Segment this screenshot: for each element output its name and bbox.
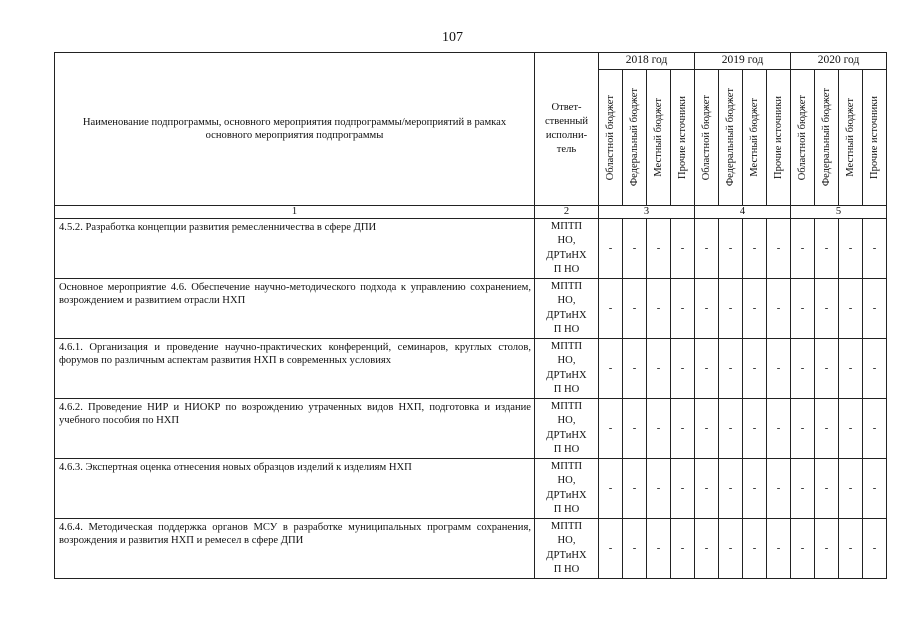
budget-value-cell: - [671, 519, 695, 579]
budget-value-cell: - [647, 459, 671, 519]
subcol-label: Областной бюджет [796, 94, 808, 181]
responsible-line: П НО [553, 563, 580, 575]
budget-value-cell: - [599, 519, 623, 579]
budget-value-cell: - [743, 279, 767, 339]
budget-value-cell: - [647, 279, 671, 339]
program-table [54, 52, 887, 579]
responsible-line: ДРТиНХ [546, 309, 587, 321]
budget-value-cell: - [839, 399, 863, 459]
budget-value-cell: - [719, 339, 743, 399]
header-resp-line: тель [556, 144, 577, 155]
budget-value-cell: - [815, 519, 839, 579]
header-subcol [647, 70, 671, 206]
budget-value-cell: - [839, 519, 863, 579]
subcol-label: Прочие источники [676, 96, 688, 179]
page-number: 107 [442, 30, 463, 45]
budget-value-cell: - [863, 459, 887, 519]
header-year-2019: 2019 год [695, 53, 791, 70]
budget-value-cell: - [719, 459, 743, 519]
budget-value-cell: - [743, 399, 767, 459]
responsible-executor [535, 399, 599, 459]
activity-name: 4.6.2. Проведение НИР и НИОКР по возрождению утраченных видов НХП, подготовка и издание учебного пособия по НХП [55, 399, 535, 459]
activity-name: 4.6.3. Экспертная оценка отнесения новых образцов изделий к изделиям НХП [55, 459, 535, 519]
responsible-line: МПТП [550, 461, 583, 473]
table-row [55, 279, 887, 339]
responsible-line: МПТП [550, 341, 583, 353]
table-row [55, 399, 887, 459]
budget-value-cell: - [815, 219, 839, 279]
header-year-2018: 2018 год [599, 53, 695, 70]
subcol-label: Областной бюджет [604, 94, 616, 181]
header-subcol [599, 70, 623, 206]
budget-value-cell: - [767, 279, 791, 339]
budget-value-cell: - [791, 399, 815, 459]
responsible-line: НО, [557, 415, 576, 427]
budget-value-cell: - [767, 219, 791, 279]
budget-value-cell: - [791, 279, 815, 339]
responsible-line: П НО [553, 443, 580, 455]
responsible-executor [535, 459, 599, 519]
budget-value-cell: - [791, 219, 815, 279]
responsible-line: П НО [553, 323, 580, 335]
budget-value-cell: - [623, 219, 647, 279]
activity-name: 4.6.1. Организация и проведение научно-практических конференций, семинаров, круглых столов, форумов по различным аспектам развития НХП в современных условиях [55, 339, 535, 399]
subcol-label: Местный бюджет [844, 98, 856, 177]
activity-name: Основное мероприятие 4.6. Обеспечение научно-методического подхода к управлению сохранением, возрождением и развитием отрасли НХП [55, 279, 535, 339]
budget-value-cell: - [767, 399, 791, 459]
header-subcol [815, 70, 839, 206]
responsible-executor [535, 339, 599, 399]
budget-value-cell: - [815, 459, 839, 519]
budget-value-cell: - [743, 339, 767, 399]
subcol-label: Прочие источники [868, 96, 880, 179]
responsible-executor [535, 219, 599, 279]
responsible-executor [535, 279, 599, 339]
budget-value-cell: - [647, 399, 671, 459]
col-number: 1 [55, 206, 535, 219]
header-subcol [863, 70, 887, 206]
budget-value-cell: - [767, 519, 791, 579]
header-subcol [767, 70, 791, 206]
budget-value-cell: - [863, 279, 887, 339]
subcol-label: Местный бюджет [652, 98, 664, 177]
budget-value-cell: - [695, 519, 719, 579]
responsible-line: П НО [553, 383, 580, 395]
header-subcol [719, 70, 743, 206]
activity-name: 4.6.4. Методическая поддержка органов МСУ в разработке муниципальных программ сохранения, возрождения и развития НХП и ремесел в сфере ДПИ [55, 519, 535, 579]
budget-value-cell: - [719, 519, 743, 579]
header-year-2020: 2020 год [791, 53, 887, 70]
header-subcol [623, 70, 647, 206]
col-number: 4 [695, 206, 791, 219]
subcol-label: Областной бюджет [700, 94, 712, 181]
budget-value-cell: - [743, 519, 767, 579]
budget-value-cell: - [863, 339, 887, 399]
budget-value-cell: - [623, 519, 647, 579]
budget-value-cell: - [863, 519, 887, 579]
col-number: 3 [599, 206, 695, 219]
subcol-label: Федеральный бюджет [628, 88, 640, 187]
budget-value-cell: - [647, 519, 671, 579]
budget-value-cell: - [623, 459, 647, 519]
table-row [55, 339, 887, 399]
budget-value-cell: - [599, 219, 623, 279]
header-resp-line: Ответ- [551, 102, 582, 113]
budget-value-cell: - [599, 339, 623, 399]
responsible-line: МПТП [550, 281, 583, 293]
responsible-line: ДРТиНХ [546, 429, 587, 441]
budget-value-cell: - [815, 399, 839, 459]
subcol-label: Местный бюджет [748, 98, 760, 177]
activity-name: 4.5.2. Разработка концепции развития ремесленничества в сфере ДПИ [55, 219, 535, 279]
budget-value-cell: - [815, 279, 839, 339]
budget-value-cell: - [815, 339, 839, 399]
header-subcol [839, 70, 863, 206]
responsible-line: ДРТиНХ [546, 249, 587, 261]
budget-value-cell: - [599, 279, 623, 339]
budget-value-cell: - [671, 459, 695, 519]
responsible-line: ДРТиНХ [546, 489, 587, 501]
budget-value-cell: - [695, 339, 719, 399]
subcol-label: Федеральный бюджет [724, 88, 736, 187]
table-row [55, 459, 887, 519]
budget-value-cell: - [599, 459, 623, 519]
budget-value-cell: - [839, 459, 863, 519]
budget-value-cell: - [719, 399, 743, 459]
responsible-line: П НО [553, 263, 580, 275]
responsible-line: НО, [557, 355, 576, 367]
header-subcol [695, 70, 719, 206]
budget-value-cell: - [647, 219, 671, 279]
table-row [55, 519, 887, 579]
responsible-line: МПТП [550, 221, 583, 233]
subcol-label: Прочие источники [772, 96, 784, 179]
header-subcol [743, 70, 767, 206]
budget-value-cell: - [671, 279, 695, 339]
budget-value-cell: - [839, 279, 863, 339]
budget-value-cell: - [623, 339, 647, 399]
table-row [55, 219, 887, 279]
budget-value-cell: - [695, 399, 719, 459]
budget-value-cell: - [623, 399, 647, 459]
budget-value-cell: - [863, 219, 887, 279]
header-resp-line: ственный [544, 116, 589, 127]
header-subcol [671, 70, 695, 206]
col-number: 2 [535, 206, 599, 219]
budget-value-cell: - [695, 219, 719, 279]
header-subcol [791, 70, 815, 206]
responsible-executor [535, 519, 599, 579]
subcol-label: Федеральный бюджет [820, 88, 832, 187]
budget-value-cell: - [719, 219, 743, 279]
header-resp-line: исполни- [545, 130, 588, 141]
budget-value-cell: - [671, 339, 695, 399]
budget-value-cell: - [695, 279, 719, 339]
budget-value-cell: - [839, 339, 863, 399]
responsible-line: НО, [557, 235, 576, 247]
header-responsible-column [535, 53, 599, 206]
budget-value-cell: - [599, 399, 623, 459]
responsible-line: ДРТиНХ [546, 549, 587, 561]
budget-value-cell: - [671, 399, 695, 459]
budget-value-cell: - [839, 219, 863, 279]
budget-value-cell: - [695, 459, 719, 519]
responsible-line: ДРТиНХ [546, 369, 587, 381]
col-number: 5 [791, 206, 887, 219]
header-name-column: Наименование подпрограммы, основного мероприятия подпрограммы/мероприятий в рамках основного мероприятия подпрограммы [55, 53, 535, 206]
budget-value-cell: - [863, 399, 887, 459]
responsible-line: МПТП [550, 401, 583, 413]
budget-value-cell: - [743, 219, 767, 279]
budget-value-cell: - [791, 339, 815, 399]
budget-value-cell: - [791, 459, 815, 519]
budget-value-cell: - [647, 339, 671, 399]
budget-value-cell: - [671, 219, 695, 279]
budget-value-cell: - [743, 459, 767, 519]
budget-value-cell: - [791, 519, 815, 579]
responsible-line: МПТП [550, 521, 583, 533]
responsible-line: НО, [557, 295, 576, 307]
responsible-line: НО, [557, 475, 576, 487]
budget-value-cell: - [767, 459, 791, 519]
responsible-line: П НО [553, 503, 580, 515]
budget-value-cell: - [767, 339, 791, 399]
budget-value-cell: - [623, 279, 647, 339]
responsible-line: НО, [557, 535, 576, 547]
budget-value-cell: - [719, 279, 743, 339]
